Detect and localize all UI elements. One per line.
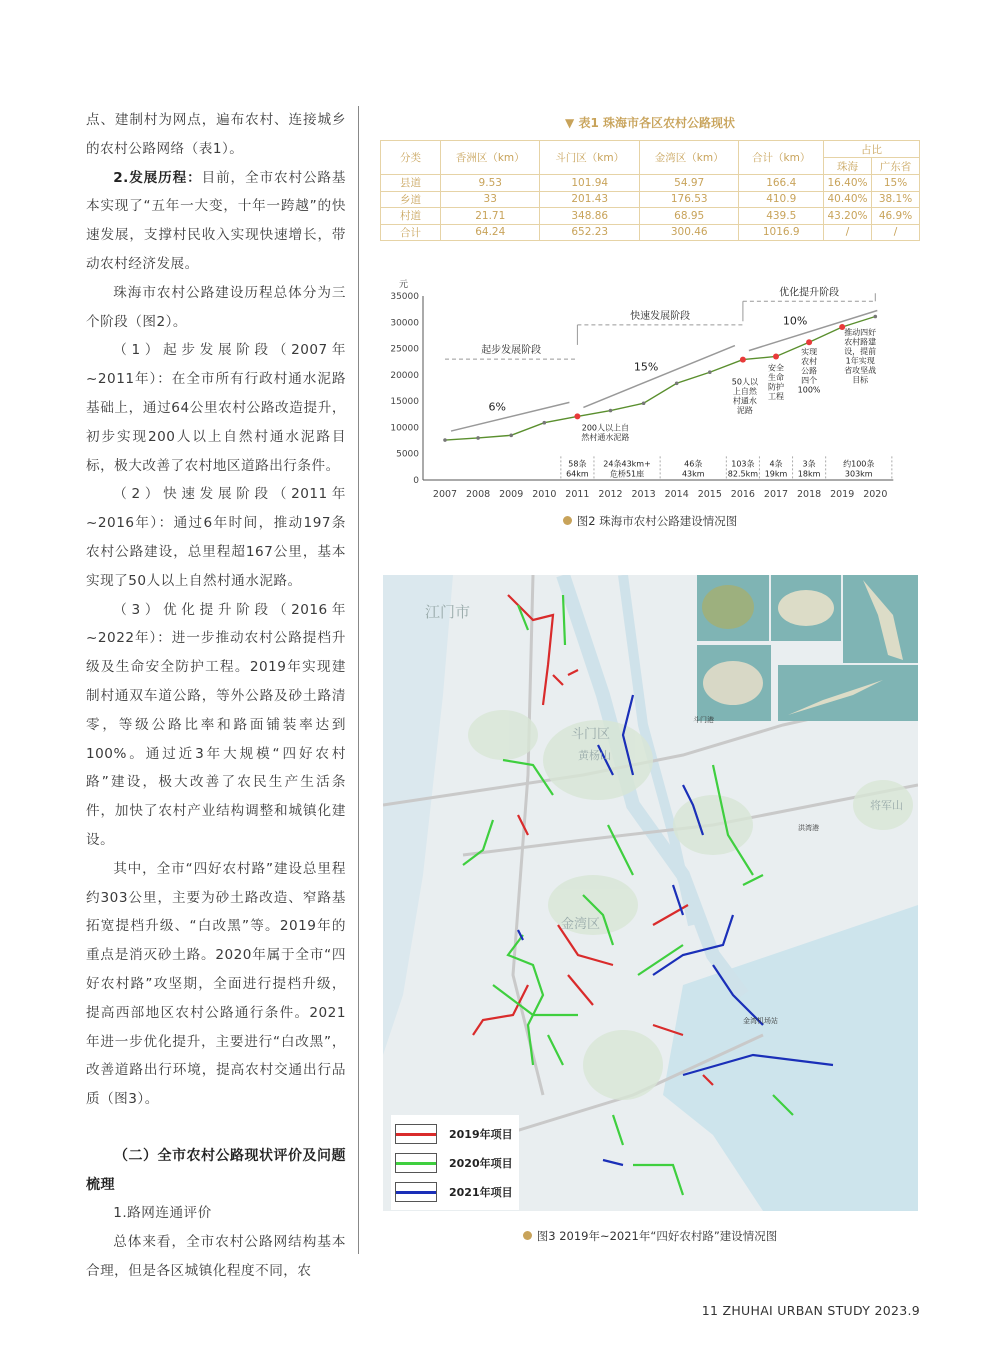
milestone-point [740,357,746,363]
legend-label: 2019年项目 [449,1127,513,1141]
table-row [381,191,920,208]
milestone-label: 50人以上自然村通水泥路 [731,377,758,416]
table-cell: 410.9 [739,191,824,208]
table-cell: 乡道 [381,191,441,208]
milestone-point [773,353,779,359]
header-cell: 占比 [824,141,920,158]
table-cell: 166.4 [739,175,824,192]
header-cell: 珠海 [824,158,872,175]
table-cell: 21.71 [441,208,540,225]
paragraph: 其中，全市“四好农村路”建设总里程约303公里，主要为砂土路改造、窄路基拓宽提档升级、“白改黑”等。2019年的重点是消灭砂土路。2020年属于全市“四好农村路”攻坚期，全面进行提档升级，提高西部地区农村公路通行条件。2021年进一步优化提升，主要进行“白改黑”，改善道路出行环境，提高农村交通出行品质（图3）。 [86,860,346,1108]
segment-label: 约100条 303km [843,459,875,479]
table-cell: 101.94 [540,175,639,192]
paragraph [86,164,346,279]
map-label: 黄杨山 [578,749,611,762]
data-point [509,434,513,438]
table-cell: 201.43 [540,191,639,208]
segment-label: 4条 19km [764,459,788,479]
segment-label: 103条 82.5km [727,459,759,479]
data-point [476,436,480,440]
subheading: 1.路网连通评价 [113,1205,212,1222]
x-tick-label: 2009 [499,489,524,500]
data-point [443,438,447,442]
x-tick-label: 2017 [763,489,789,500]
map-label: 将军山 [870,799,903,812]
legend-item-2021 [395,1177,515,1206]
chart-title: 图2 珠海市农村公路建设情况图 [576,514,738,528]
data-point [708,370,712,374]
phase-label: 起步发展阶段 [481,345,542,357]
paragraph: （2）快速发展阶段（2011年~2016年）：通过6年时间，推动197条农村公路建设，总里程超167公里，基本实现了50人以上自然村通水泥路。 [86,486,346,589]
map-title: 图3 2019年~2021年“四好农村路”建设情况图 [536,1229,778,1243]
map-label: 金湾机场站 [743,1017,778,1025]
paragraph: 总体来看，全市农村公路网结构基本合理，但是各区城镇化程度不同，农 [86,1234,346,1280]
milestone-label: 实现农村公路四个 100% [797,347,821,395]
growth-label: 6% [488,400,506,414]
header-cell: 金湾区（km） [639,141,738,175]
legend-item-2019 [395,1119,515,1148]
project-map [383,575,918,1211]
table-cell: 村道 [381,208,441,225]
caption-bullet-icon [523,1231,532,1240]
x-tick-label: 2015 [697,489,722,500]
table-cell: 652.23 [540,224,639,241]
x-tick-label: 2008 [466,489,491,500]
x-tick-label: 2019 [830,489,855,500]
milestone-label: 安全生命防护工程 [768,363,784,401]
table-cell: 1016.9 [739,224,824,241]
paragraph: 点、建制村为网点，遍布农村、连接城乡的农村公路网络（表1）。 [86,112,346,157]
segment-label: 24条43km+危桥51座 [603,459,651,479]
section-label: 2.发展历程： [113,169,202,186]
y-tick-label: 5000 [396,449,419,460]
header-cell: 斗门区（km） [540,141,639,175]
table-cell: 348.86 [540,208,639,225]
milestone-point [574,413,580,419]
x-tick-label: 2014 [664,489,689,500]
data-point [609,409,613,413]
table-cell: 176.53 [639,191,738,208]
inset-maps [697,575,918,721]
data-point [543,421,547,425]
header-cell: 合计（km） [739,141,824,175]
table-cell: 46.9% [872,208,920,225]
table-cell: 县道 [381,175,441,192]
map-label: 斗门区 [571,727,611,742]
header-cell: 广东省 [872,158,920,175]
y-tick-label: 30000 [390,318,419,329]
table-cell: 68.95 [639,208,738,225]
paragraph-text: 目前，全市农村公路基本实现了“五年一大变，十年一跨越”的快速发展，支撑村民收入实现快速增长，带动农村经济发展。 [86,169,346,272]
table-cell: 合计 [381,224,441,241]
phase-label: 快速发展阶段 [630,310,691,322]
map-caption [380,1228,920,1244]
phase-label: 优化提升阶段 [779,287,840,299]
table-cell: 54.97 [639,175,738,192]
segment-label: 3条 18km [797,459,821,479]
map-legend [391,1115,519,1210]
milestone-point [806,339,812,345]
table-cell: 33 [441,191,540,208]
blue-line-swatch-icon [395,1182,437,1202]
x-tick-label: 2007 [432,489,458,500]
paragraph: （1）起步发展阶段（2007年~2011年）：在全市所有行政村通水泥路基础上，通过64公里农村公路改造提升，初步实现200人以上自然村通水泥路目标，极大改善了农村地区道路出行条件。 [86,342,346,474]
y-tick-label: 15000 [390,397,419,408]
y-tick-label: 20000 [390,370,419,381]
growth-arrow [583,346,735,408]
x-tick-label: 2010 [532,489,557,500]
river-water [383,575,453,1055]
table-cell: 40.40% [824,191,872,208]
page-footer: 11 ZHUHAI URBAN STUDY 2023.9 [701,1303,920,1318]
y-tick-label: 25000 [390,344,419,355]
table-cell: / [824,224,872,241]
legend-label: 2020年项目 [449,1156,513,1170]
milestone-label: 200人以上自然村通水泥路 [581,423,630,442]
header-cell: 分类 [381,141,441,175]
map-label: 江门市 [425,603,471,621]
column-divider [358,106,359,1254]
table-cell: / [872,224,920,241]
table-title: ▼ 表1 珠海市各区农村公路现状 [565,116,735,130]
x-tick-label: 2016 [730,489,755,500]
y-tick-label: 35000 [390,292,419,302]
x-tick-label: 2013 [631,489,656,500]
segment-label: 46条 43km [681,459,705,479]
x-tick-label: 2012 [598,489,623,500]
table-cell: 439.5 [739,208,824,225]
y-tick-label: 10000 [390,423,419,434]
data-point [874,315,878,319]
section-heading: （二）全市农村公路现状评价及问题梳理 [86,1147,346,1193]
y-axis-label: 元 [399,280,409,290]
table-row [381,175,920,192]
table-row [381,224,920,241]
road-construction-chart [385,275,905,505]
growth-arrow [451,402,569,431]
table-cell: 15% [872,175,920,192]
x-tick-label: 2018 [797,489,822,500]
table-cell: 64.24 [441,224,540,241]
header-cell: 香洲区（km） [441,141,540,175]
map-label: 金湾区 [561,917,601,932]
growth-label: 15% [633,360,659,374]
table-cell: 43.20% [824,208,872,225]
green-line-swatch-icon [395,1153,437,1173]
paragraph: （3）优化提升阶段（2016年~2022年）：进一步推动农村公路提档升级及生命安全防护工程。2019年实现建制村通双车道公路，等外公路及砂土路清零，等级公路比率和路面铺装率达到100%。通过近3年大规模“四好农村路”建设，极大改善了农民生产生活条件，加快了农村产业结构调整和城镇化建设。 [86,601,346,848]
road-status-table [380,140,920,241]
red-line-swatch-icon [395,1124,437,1144]
body-text [86,106,346,1286]
x-tick-label: 2011 [565,489,590,500]
map-label: 洪湾港 [798,824,819,832]
table-row [381,208,920,225]
data-point [642,401,646,405]
legend-label: 2021年项目 [449,1185,513,1199]
y-tick-label: 0 [413,476,419,486]
x-tick-label: 2020 [863,489,888,500]
data-point [675,381,679,385]
table-cell: 38.1% [872,191,920,208]
map-label: 斗门港 [693,716,714,724]
legend-item-2020 [395,1148,515,1177]
segment-label: 58条 64km [566,459,589,479]
chart-caption [380,513,920,529]
paragraph: 珠海市农村公路建设历程总体分为三个阶段（图2）。 [86,284,346,330]
growth-label: 10% [782,314,808,328]
table-cell: 300.46 [639,224,738,241]
caption-bullet-icon [563,516,572,525]
table-cell: 9.53 [441,175,540,192]
milestone-label: 推动四好农村路建设，提前 1年实现省攻坚战目标 [844,328,877,385]
table-cell: 16.40% [824,175,872,192]
